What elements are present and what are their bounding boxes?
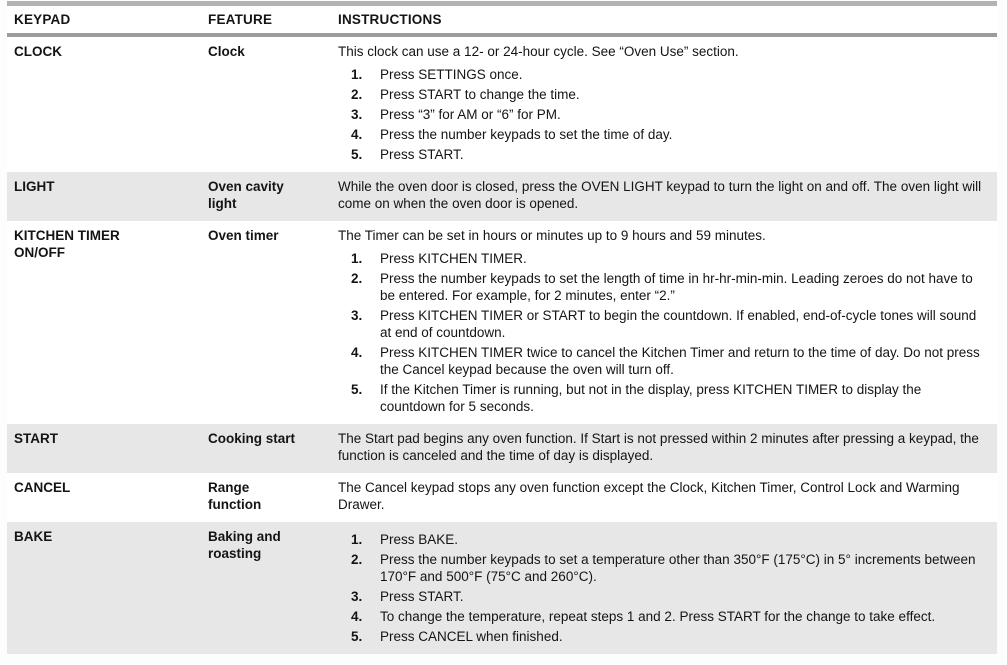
step-number: 5. [351, 382, 363, 397]
table-body [7, 37, 997, 654]
step-number: 1. [351, 532, 363, 547]
table-header-row [7, 6, 997, 33]
step-number: 3. [351, 107, 363, 122]
instruction-intro: This clock can use a 12- or 24-hour cycle. See “Oven Use” section. [338, 44, 739, 59]
instruction-step [338, 608, 983, 625]
table-row [7, 172, 997, 221]
instruction-intro: The Timer can be set in hours or minutes up to 9 hours and 59 minutes. [338, 228, 766, 243]
table-row [7, 37, 997, 172]
instruction-step [338, 146, 983, 163]
instruction-step [338, 551, 983, 585]
step-number: 3. [351, 308, 363, 323]
step-text: Press START to change the time. [380, 87, 580, 102]
step-text: Press “3” for AM or “6” for PM. [380, 107, 561, 122]
instruction-step [338, 588, 983, 605]
instruction-step [338, 270, 983, 304]
step-text: Press the number keypads to set the time of day. [380, 127, 673, 142]
instructions-cell [331, 172, 997, 221]
keypad-cell: CANCEL [14, 480, 71, 495]
step-number: 4. [351, 609, 363, 624]
feature-cell: Cooking start [208, 431, 296, 446]
keypad-cell: KITCHEN TIMER ON/OFF [14, 228, 120, 260]
table-row [7, 221, 997, 424]
instruction-step [338, 344, 983, 378]
instruction-step [338, 628, 983, 645]
instruction-steps [338, 250, 983, 415]
keypad-cell: CLOCK [14, 44, 62, 59]
instructions-cell [331, 473, 997, 522]
step-number: 2. [351, 271, 363, 286]
table-row [7, 424, 997, 473]
keypad-instructions-table [7, 1, 997, 654]
step-number: 5. [351, 147, 363, 162]
keypad-cell: START [14, 431, 58, 446]
step-number: 2. [351, 552, 363, 567]
step-text: Press KITCHEN TIMER. [380, 251, 527, 266]
step-number: 3. [351, 589, 363, 604]
instruction-intro: The Start pad begins any oven function. If Start is not pressed within 2 minutes after pressing a keypad, the function is canceled and the time of day is displayed. [338, 431, 979, 463]
step-number: 5. [351, 629, 363, 644]
step-text: To change the temperature, repeat steps 1 and 2. Press START for the change to take effect. [380, 609, 936, 624]
instruction-step [338, 531, 983, 548]
step-text: Press START. [380, 589, 464, 604]
instruction-step [338, 86, 983, 103]
step-text: Press KITCHEN TIMER twice to cancel the Kitchen Timer and return to the time of day. Do not press the Cancel keypad because the oven will turn off. [380, 345, 980, 377]
step-text: Press SETTINGS once. [380, 67, 523, 82]
instruction-step [338, 126, 983, 143]
instructions-cell [331, 37, 997, 172]
instruction-step [338, 250, 983, 267]
instructions-cell [331, 522, 997, 654]
instruction-step [338, 106, 983, 123]
instruction-intro: The Cancel keypad stops any oven function except the Clock, Kitchen Timer, Control Lock and Warming Drawer. [338, 480, 960, 512]
column-header-keypad: KEYPAD [14, 12, 71, 27]
instruction-steps [338, 531, 983, 645]
keypad-cell: BAKE [14, 529, 53, 544]
feature-cell: Baking and roasting [208, 529, 281, 561]
feature-cell: Range function [208, 480, 262, 512]
step-number: 1. [351, 251, 363, 266]
instructions-cell [331, 424, 997, 473]
step-text: Press BAKE. [380, 532, 459, 547]
feature-cell: Oven cavity light [208, 179, 284, 211]
keypad-cell: LIGHT [14, 179, 55, 194]
step-text: If the Kitchen Timer is running, but not in the display, press KITCHEN TIMER to display the countdown for 5 seconds. [380, 382, 922, 414]
step-text: Press START. [380, 147, 464, 162]
step-text: Press CANCEL when finished. [380, 629, 563, 644]
instructions-cell [331, 221, 997, 424]
step-number: 1. [351, 67, 363, 82]
instruction-step [338, 66, 983, 83]
feature-cell: Clock [208, 44, 245, 59]
step-number: 2. [351, 87, 363, 102]
table-row [7, 522, 997, 654]
column-header-feature: FEATURE [208, 12, 273, 27]
step-text: Press the number keypads to set the length of time in hr-hr-min-min. Leading zeroes do not have to be entered. For example, for 2 minutes, enter “2.” [380, 271, 973, 303]
instruction-step [338, 381, 983, 415]
step-number: 4. [351, 127, 363, 142]
instruction-step [338, 307, 983, 341]
column-header-instructions: INSTRUCTIONS [338, 12, 442, 27]
step-text: Press the number keypads to set a temperature other than 350°F (175°C) in 5° increments between 170°F and 500°F (75°C and 260°C). [380, 552, 976, 584]
step-number: 4. [351, 345, 363, 360]
step-text: Press KITCHEN TIMER or START to begin the countdown. If enabled, end-of-cycle tones will sound at end of countdown. [380, 308, 977, 340]
table-row [7, 473, 997, 522]
feature-cell: Oven timer [208, 228, 279, 243]
instruction-intro: While the oven door is closed, press the OVEN LIGHT keypad to turn the light on and off. The oven light will come on when the oven door is opened. [338, 179, 982, 211]
instruction-steps [338, 66, 983, 163]
